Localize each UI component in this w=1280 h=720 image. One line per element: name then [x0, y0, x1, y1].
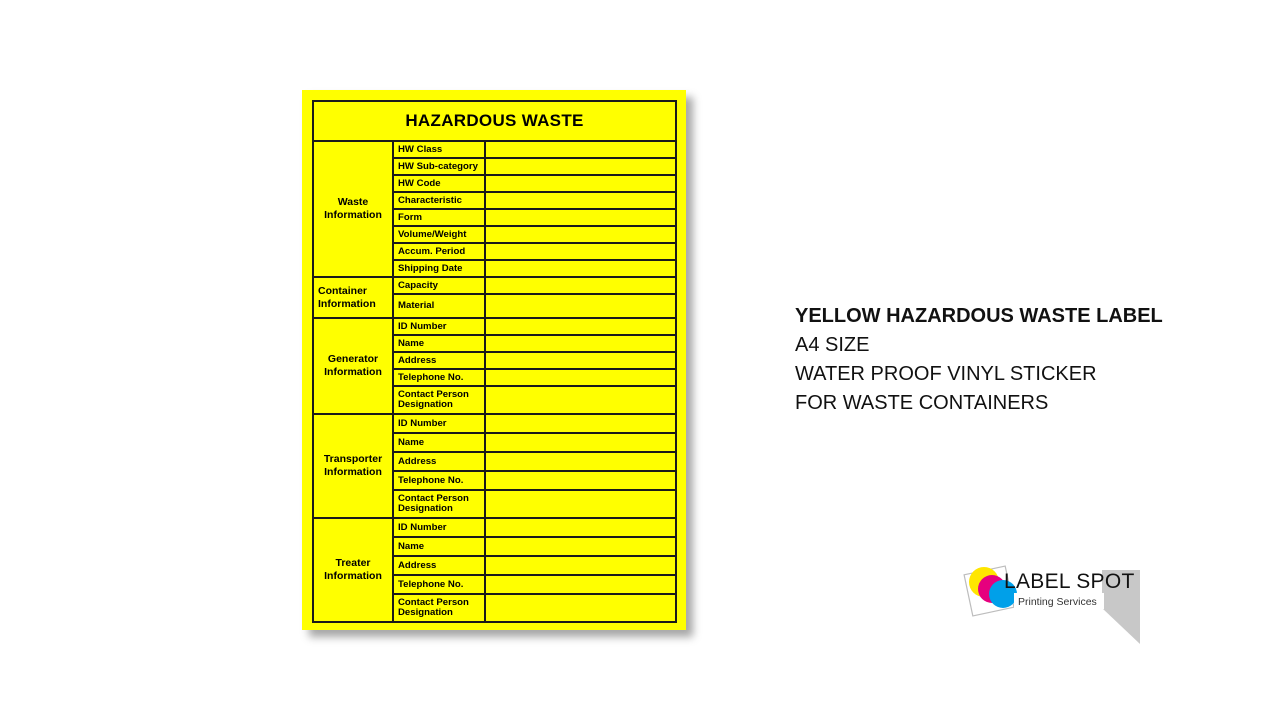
value-generator-address — [485, 352, 676, 369]
description-usage: FOR WASTE CONTAINERS — [795, 392, 1049, 414]
field-hw-class: HW Class — [393, 141, 485, 158]
value-treater-name — [485, 537, 676, 556]
label-table — [312, 100, 677, 623]
label-spot-logo — [962, 560, 1144, 646]
logo-brand-text: LABEL SPOT — [1004, 570, 1135, 593]
value-shipping-date — [485, 260, 676, 277]
value-hw-sub-category — [485, 158, 676, 175]
value-treater-contact-person — [485, 594, 676, 622]
description-material: WATER PROOF VINYL STICKER — [795, 363, 1097, 385]
section-container-information: Container Information — [313, 277, 393, 318]
field-transporter-telephone: Telephone No. — [393, 471, 485, 490]
field-form: Form — [393, 209, 485, 226]
logo-tagline: Printing Services — [1018, 596, 1097, 608]
value-capacity — [485, 277, 676, 294]
field-accum-period: Accum. Period — [393, 243, 485, 260]
field-characteristic: Characteristic — [393, 192, 485, 209]
value-hw-code — [485, 175, 676, 192]
value-characteristic — [485, 192, 676, 209]
value-treater-telephone — [485, 575, 676, 594]
field-hw-sub-category: HW Sub-category — [393, 158, 485, 175]
hazardous-waste-label — [302, 90, 686, 630]
section-transporter-information: Transporter Information — [313, 414, 393, 518]
value-volume-weight — [485, 226, 676, 243]
value-treater-id-number — [485, 518, 676, 537]
value-generator-telephone — [485, 369, 676, 386]
value-transporter-address — [485, 452, 676, 471]
field-treater-contact-person: Contact Person Designation — [393, 594, 485, 622]
field-generator-telephone: Telephone No. — [393, 369, 485, 386]
value-hw-class — [485, 141, 676, 158]
field-capacity: Capacity — [393, 277, 485, 294]
field-hw-code: HW Code — [393, 175, 485, 192]
section-treater-information: Treater Information — [313, 518, 393, 622]
field-generator-address: Address — [393, 352, 485, 369]
value-transporter-contact-person — [485, 490, 676, 518]
section-waste-information: Waste Information — [313, 141, 393, 277]
field-transporter-address: Address — [393, 452, 485, 471]
value-transporter-id-number — [485, 414, 676, 433]
value-transporter-name — [485, 433, 676, 452]
field-treater-name: Name — [393, 537, 485, 556]
field-treater-telephone: Telephone No. — [393, 575, 485, 594]
description-title: YELLOW HAZARDOUS WASTE LABEL — [795, 305, 1163, 327]
field-transporter-name: Name — [393, 433, 485, 452]
value-form — [485, 209, 676, 226]
value-transporter-telephone — [485, 471, 676, 490]
value-treater-address — [485, 556, 676, 575]
field-treater-address: Address — [393, 556, 485, 575]
label-title: HAZARDOUS WASTE — [313, 101, 676, 141]
field-generator-id-number: ID Number — [393, 318, 485, 335]
value-generator-id-number — [485, 318, 676, 335]
description-size: A4 SIZE — [795, 334, 870, 356]
field-transporter-contact-person: Contact Person Designation — [393, 490, 485, 518]
field-material: Material — [393, 294, 485, 318]
field-generator-name: Name — [393, 335, 485, 352]
field-generator-contact-person: Contact Person Designation — [393, 386, 485, 414]
value-accum-period — [485, 243, 676, 260]
section-generator-information: Generator Information — [313, 318, 393, 414]
field-volume-weight: Volume/Weight — [393, 226, 485, 243]
field-shipping-date: Shipping Date — [393, 260, 485, 277]
field-transporter-id-number: ID Number — [393, 414, 485, 433]
product-description — [795, 302, 1163, 418]
value-material — [485, 294, 676, 318]
field-treater-id-number: ID Number — [393, 518, 485, 537]
value-generator-contact-person — [485, 386, 676, 414]
value-generator-name — [485, 335, 676, 352]
